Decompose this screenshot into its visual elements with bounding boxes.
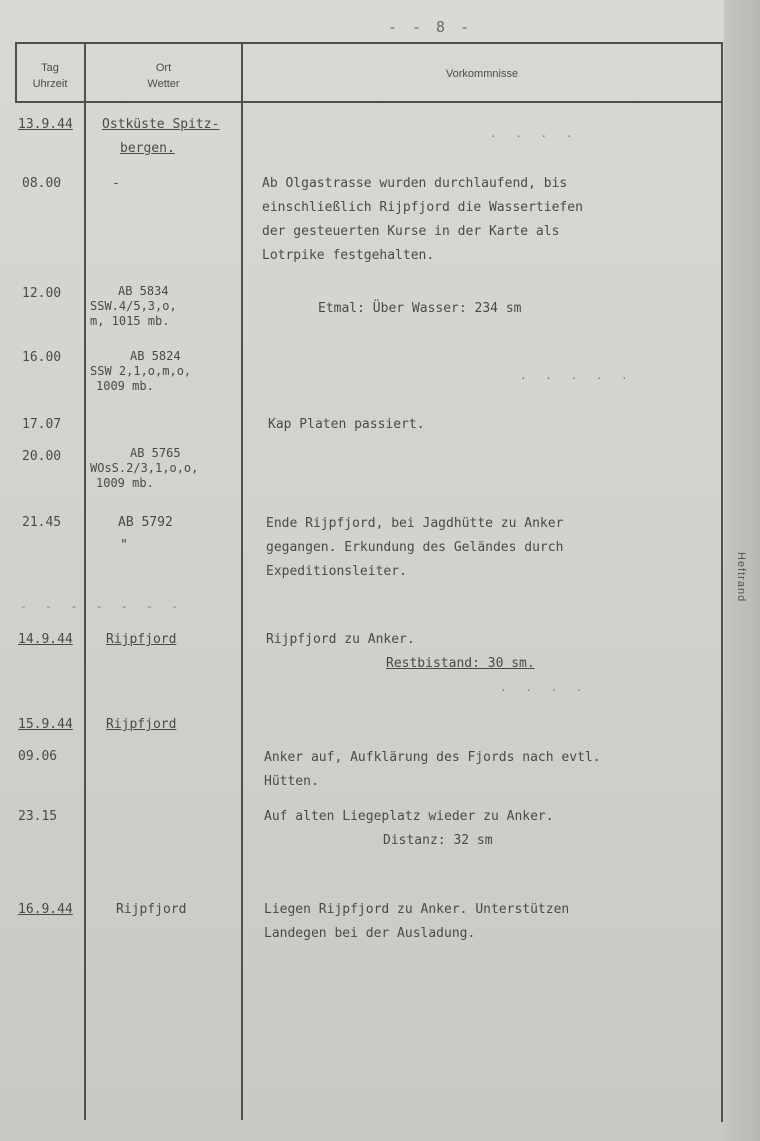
entry-text: Lotrpike festgehalten. xyxy=(262,248,435,263)
restbestand-line: Restbistand: 30 sm. xyxy=(386,656,535,671)
entry-location: Rijpfjord xyxy=(116,902,187,917)
entry-time: 23.15 xyxy=(18,809,58,824)
entry-date: 14.9.44 xyxy=(18,632,73,647)
entry-pressure: m, 1015 mb. xyxy=(90,314,170,328)
entry-location: bergen. xyxy=(120,141,175,156)
entry-text: Landegen bei der Ausladung. xyxy=(264,926,476,941)
entry-time: 12.00 xyxy=(22,286,62,301)
entry-text: Expeditionsleiter. xyxy=(266,564,407,579)
distanz-line: Distanz: 32 sm xyxy=(383,833,493,848)
scan-speckle: - - - - - - - xyxy=(20,600,185,613)
entry-date: 16.9.44 xyxy=(18,902,73,917)
entry-time: 09.06 xyxy=(18,749,58,764)
scan-speckle: · · · · · xyxy=(520,372,634,385)
entry-location: Rijpfjord xyxy=(106,632,177,647)
scan-speckle: · · · · xyxy=(500,684,589,697)
entry-time: 08.00 xyxy=(22,176,62,191)
entry-text: Kap Platen passiert. xyxy=(268,417,425,432)
entry-text: Liegen Rijpfjord zu Anker. Unterstützen xyxy=(264,902,570,917)
table-top-rule xyxy=(15,42,721,44)
entry-weather: SSW 2,1,o,m,o, xyxy=(90,364,192,378)
entry-time: 17.07 xyxy=(22,417,62,432)
etmal-line: Etmal: Über Wasser: 234 sm xyxy=(318,301,522,316)
header-vorkommnisse: Vorkommnisse xyxy=(445,68,519,80)
header-tag-uhrzeit: Tag Uhrzeit xyxy=(32,62,68,90)
margin-note: Heftrand xyxy=(735,552,747,603)
page-number: - - 8 - xyxy=(387,18,473,36)
entry-text: gegangen. Erkundung des Geländes durch xyxy=(266,540,564,555)
entry-ditto-mark: " xyxy=(120,538,128,553)
entry-pressure: 1009 mb. xyxy=(96,379,154,393)
entry-text: Ab Olgastrasse wurden durchlaufend, bis xyxy=(262,176,568,191)
entry-position: AB 5824 xyxy=(130,349,181,363)
entry-location: Rijpfjord xyxy=(106,717,177,732)
entry-time: 20.00 xyxy=(22,449,62,464)
col2-divider xyxy=(241,42,243,1120)
entry-date: 13.9.44 xyxy=(18,117,73,132)
entry-time: 21.45 xyxy=(22,515,62,530)
entry-text: einschließlich Rijpfjord die Wassertiefen xyxy=(262,200,583,215)
entry-position: AB 5792 xyxy=(118,515,173,530)
entry-time: 16.00 xyxy=(22,350,62,365)
entry-position: AB 5834 xyxy=(118,284,169,298)
entry-text: der gesteuerten Kurse in der Karte als xyxy=(262,224,560,239)
col1-divider xyxy=(84,42,86,1120)
entry-date: 15.9.44 xyxy=(18,717,73,732)
right-border-rule xyxy=(721,42,723,1122)
entry-text: Ende Rijpfjord, bei Jagdhütte zu Anker xyxy=(266,516,564,531)
entry-text: Auf alten Liegeplatz wieder zu Anker. xyxy=(264,809,554,824)
entry-location: - xyxy=(112,176,120,191)
entry-weather: SSW.4/5,3,o, xyxy=(90,299,177,313)
entry-text: Rijpfjord zu Anker. xyxy=(266,632,415,647)
entry-pressure: 1009 mb. xyxy=(96,476,154,490)
entry-text: Anker auf, Aufklärung des Fjords nach evtl. xyxy=(264,750,601,765)
header-bottom-rule xyxy=(15,101,721,103)
header-ort-wetter: Ort Wetter xyxy=(147,62,180,90)
entry-text: Hütten. xyxy=(264,774,319,789)
entry-position: AB 5765 xyxy=(130,446,181,460)
scan-speckle: · · · · xyxy=(490,130,579,143)
entry-location: Ostküste Spitz- xyxy=(102,117,220,132)
entry-weather: WOsS.2/3,1,o,o, xyxy=(90,461,199,475)
